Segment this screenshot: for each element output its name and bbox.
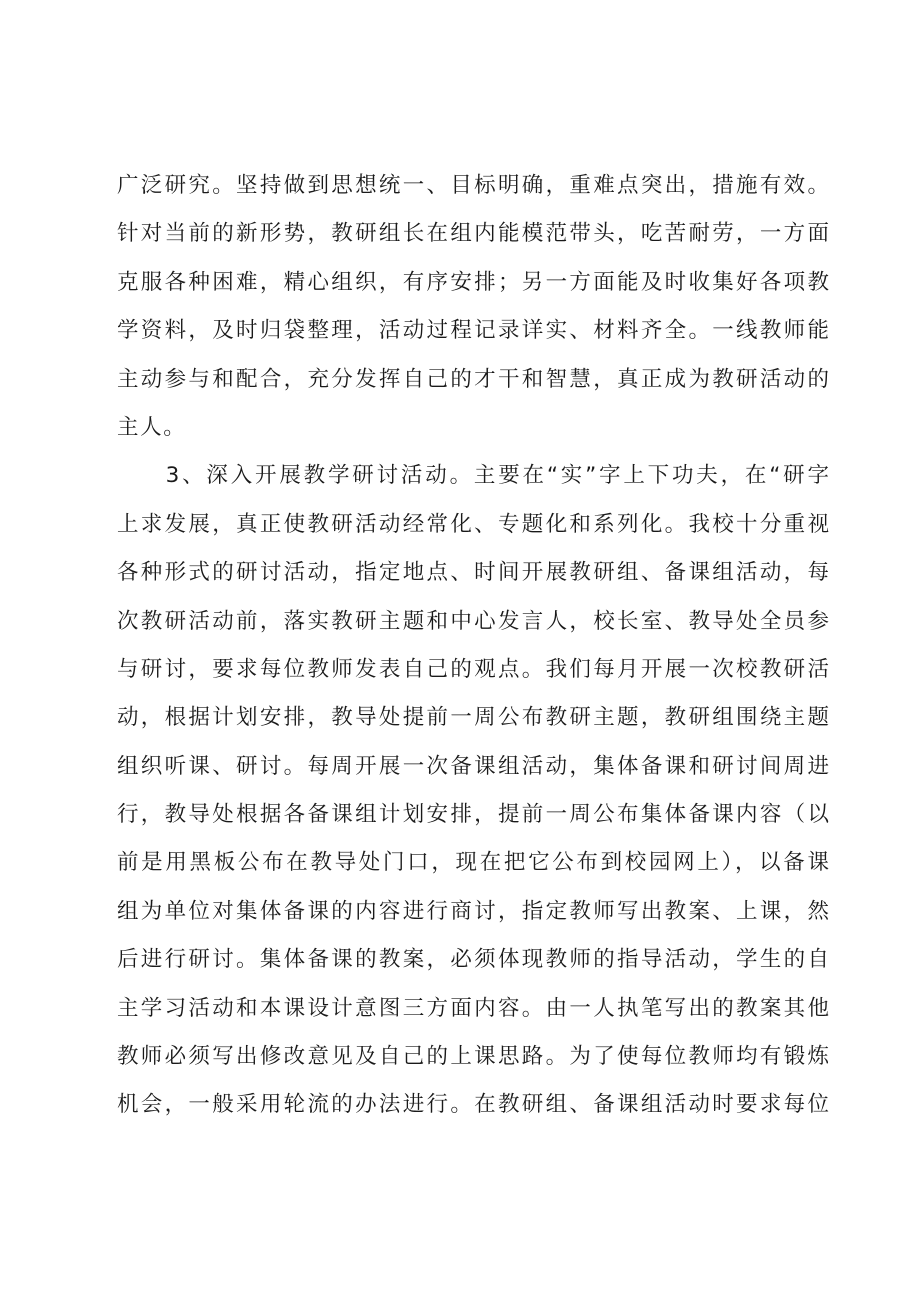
text-line: 动，根据计划安排，教导处提前一周公布教研主题，教研组围绕主题 [117,705,829,731]
text-line: 次教研活动前，落实教研主题和中心发言人，校长室、教导处全员参 [117,608,829,634]
text-line: 各种形式的研讨活动，指定地点、时间开展教研组、备课组活动，每 [117,560,829,586]
text-line: 学资料，及时归袋整理，活动过程记录详实、材料齐全。一线教师能 [117,318,829,344]
text-line: 机会，一般采用轮流的办法进行。在教研组、备课组活动时要求每位 [117,1092,829,1118]
text-line: 广泛研究。坚持做到思想统一、目标明确，重难点突出，措施有效。 [117,173,829,198]
text-line: 主人。 [117,414,187,440]
text-line: 3、深入开展教学研讨活动。主要在“实”字上下功夫，在“研字 [117,463,829,489]
text-line: 前是用黑板公布在教导处门口，现在把它公布到校园网上），以备课 [117,850,829,876]
paragraph-1 [117,162,829,452]
text-line: 教师必须写出修改意见及自己的上课思路。为了使每位教师均有锻炼 [117,1044,829,1070]
text-line: 与研讨，要求每位教师发表自己的观点。我们每月开展一次校教研活 [117,656,829,682]
text-line: 克服各种困难，精心组织，有序安排；另一方面能及时收集好各项教 [117,269,829,295]
text-line: 组为单位对集体备课的内容进行商讨，指定教师写出教案、上课，然 [117,898,829,924]
document-body [117,162,829,1130]
text-line: 针对当前的新形势，教研组长在组内能模范带头，吃苦耐劳，一方面 [117,221,829,247]
paragraph-2 [117,452,829,1129]
text-line: 上求发展，真正使教研活动经常化、专题化和系列化。我校十分重视 [117,511,829,537]
text-line: 主动参与和配合，充分发挥自己的才干和智慧，真正成为教研活动的 [117,366,829,392]
text-line: 主学习活动和本课设计意图三方面内容。由一人执笔写出的教案其他 [117,995,829,1021]
text-line: 后进行研讨。集体备课的教案，必须体现教师的指导活动，学生的自 [117,947,829,973]
text-line: 组织听课、研讨。每周开展一次备课组活动，集体备课和研讨间周进 [117,753,829,779]
text-line: 行，教导处根据各备课组计划安排，提前一周公布集体备课内容（以 [117,802,829,828]
